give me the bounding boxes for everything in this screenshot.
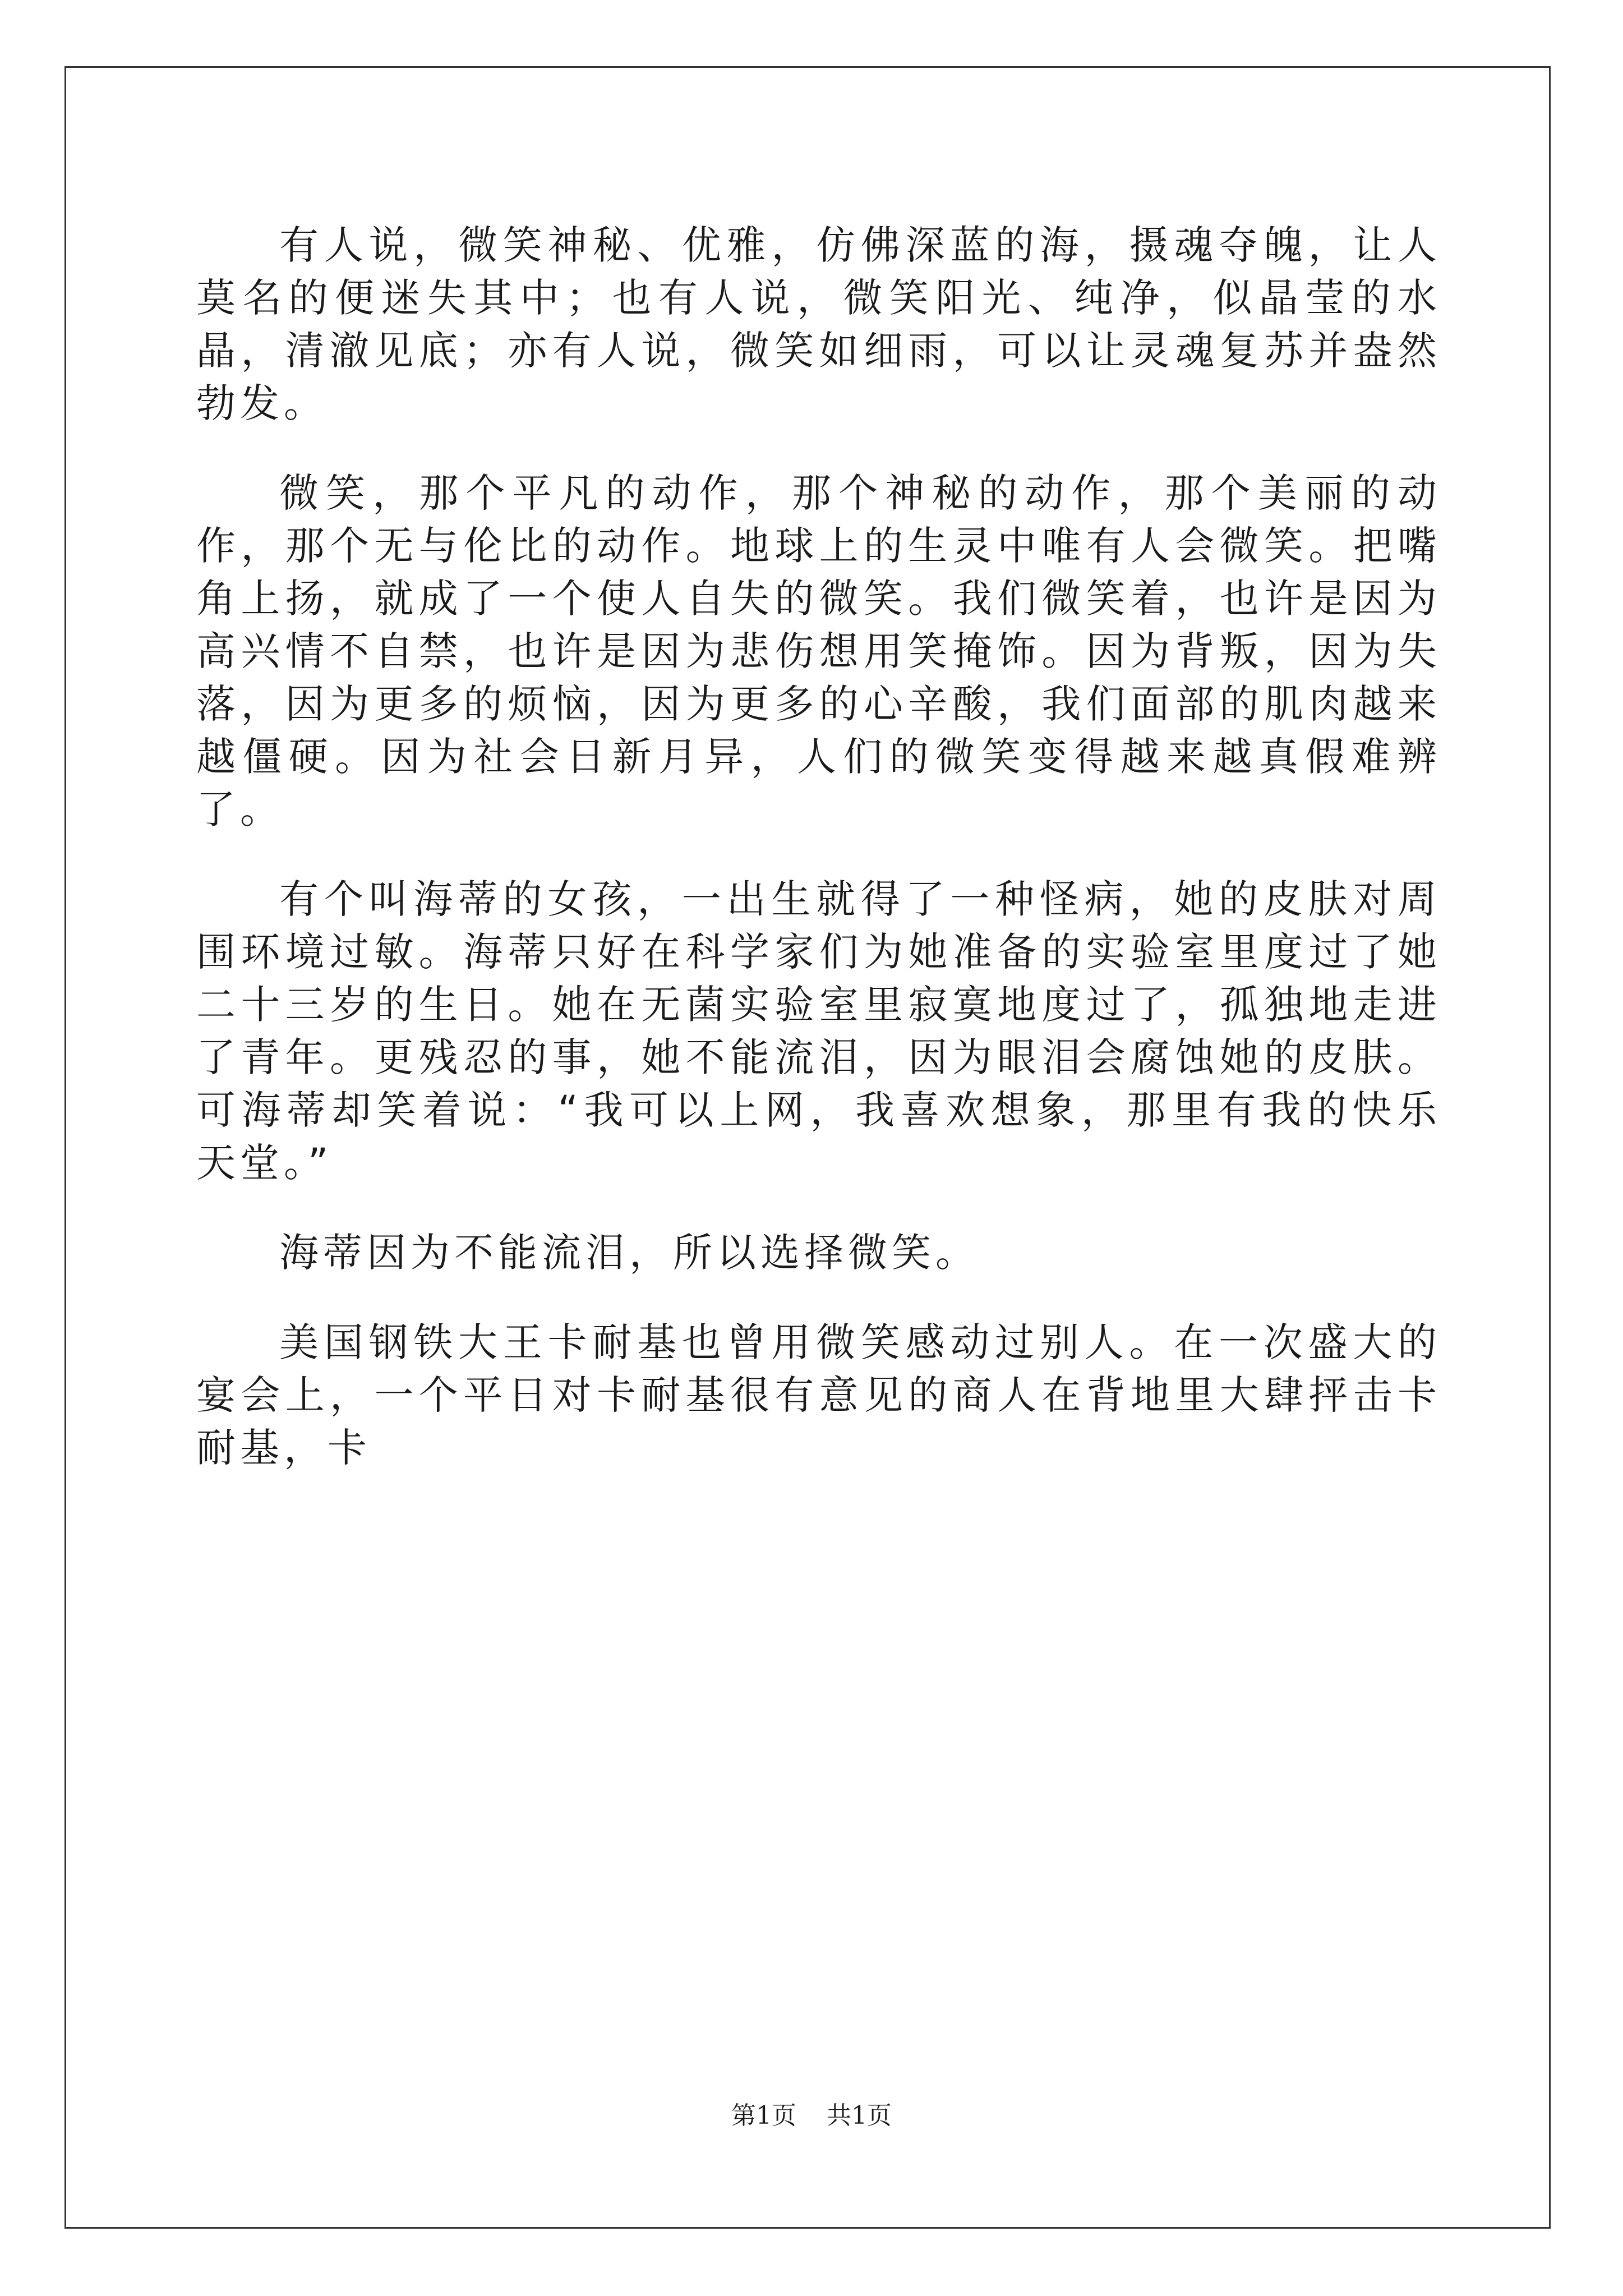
page-footer	[0, 2095, 1623, 2131]
page-number: 第1页	[731, 2101, 796, 2130]
paragraph-spacer	[196, 430, 1441, 467]
page-total: 共1页	[827, 2101, 892, 2130]
paragraph-spacer	[196, 1279, 1441, 1316]
paragraph-3: 有个叫海蒂的女孩，一出生就得了一种怪病，她的皮肤对周围环境过敏。海蒂只好在科学家们为她准备的实验室里度过了她二十三岁的生日。她在无菌实验室里寂寞地度过了，孤独地走进了青年。更残忍的事，她不能流泪，因为眼泪会腐蚀她的皮肤。可海蒂却笑着说：“我可以上网，我喜欢想象，那里有我的快乐天堂。”	[196, 876, 1441, 1186]
document-body	[196, 219, 1441, 1474]
paragraph-spacer	[196, 836, 1441, 873]
paragraph-5: 美国钢铁大王卡耐基也曾用微笑感动过别人。在一次盛大的宴会上，一个平日对卡耐基很有意见的商人在背地里大肆抨击卡耐基，卡	[196, 1319, 1441, 1471]
paragraph-4: 海蒂因为不能流泪，所以选择微笑。	[279, 1230, 979, 1276]
paragraph-2: 微笑，那个平凡的动作，那个神秘的动作，那个美丽的动作，那个无与伦比的动作。地球上的生灵中唯有人会微笑。把嘴角上扬，就成了一个使人自失的微笑。我们微笑着，也许是因为高兴情不自禁，也许是因为悲伤想用笑掩饰。因为背叛，因为失落，因为更多的烦恼，因为更多的心辛酸，我们面部的肌肉越来越僵硬。因为社会日新月异，人们的微笑变得越来越真假难辨了。	[196, 470, 1441, 832]
paragraph-1: 有人说，微笑神秘、优雅，仿佛深蓝的海，摄魂夺魄，让人莫名的便迷失其中；也有人说，微笑阳光、纯净，似晶莹的水晶，清澈见底；亦有人说，微笑如细雨，可以让灵魂复苏并盎然勃发。	[196, 222, 1441, 426]
paragraph-spacer	[196, 1189, 1441, 1226]
